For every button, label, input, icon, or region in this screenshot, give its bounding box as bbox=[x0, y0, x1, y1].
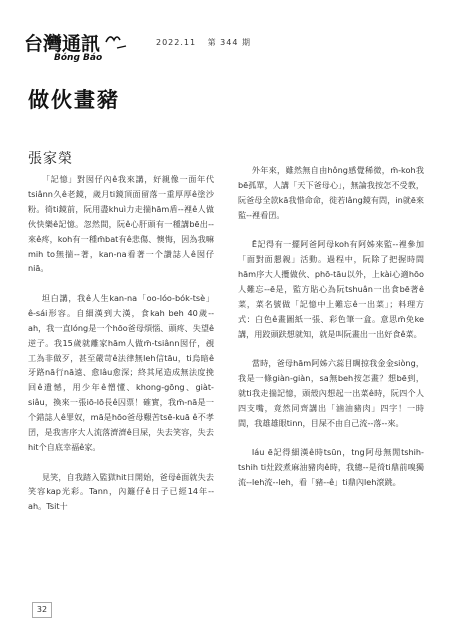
paragraph: Iáu ē記得細漢ê時tsūn，tng阿母無閒tshih-tshih ti灶跤煮麻油豬肉ê時，我總--是徛ti鼎前嗅獨流--leh流--leh，看「豬--ê」ti鼎內leh滾跳。 bbox=[238, 447, 424, 488]
article-column-right bbox=[238, 163, 424, 505]
issue-info bbox=[156, 37, 251, 48]
logo-mark bbox=[24, 28, 134, 62]
paragraph: Ē記得有一擺阿爸阿母koh有阿姊來監--裡參加「面對面懇親」活動。過程中，阮除了把握時間hām序大人攬做伙、phō-tāu以外，上kài心適hōo人難忘--ē是，監方貼心為阮tshuân一出食bē著ê菜，菜名號做「記憶中上難忘ê一出菜」；料理方式：白色ê畫圖紙一張、彩色筆一盒。意思m̄免ke講，用跤頭趺想就知，就是叫阮畫出一出好食ê菜。 bbox=[238, 239, 424, 339]
logo-text: 台灣通訊 bbox=[24, 33, 101, 55]
article-column-left bbox=[28, 172, 214, 529]
paragraph: 坦白講，我ê人生kan-na「oo-lóo-bók-tsè」ê-sái形容。自細漢到大漢，食kah beh 40歲--ah，我一直lóng是一个hōo爸母煩惱、頭疼、失望ê逆子。我15歲就離家hām人做m̄-tsiânn囡仔，覕工為非做歹，甚至嚴苛ê法律無leh信tāu，ti烏暗ê牙路nā行nā遠、愈lâu愈深；終其尾造成無法度挽回ê遺憾，用少年ê憎懂、khong-gōng、giàt-siâu，換來一張iō-lō長ê囚票！確實，我m̄-nā是一个錯誌人ê罪奴，mā是hōo爸母艱苦tsē-kuā ê不孝囝，是我害序大人流落濟濟ê目屎，失去笑容，失去hit个自底幸福ê家。 bbox=[28, 292, 214, 452]
article-author: 張家榮 bbox=[28, 151, 73, 167]
paragraph: 外年來，雖然無自由hông感覺稀微，m̄-koh我bē孤單，人講「天下爸母心」，無論我按怎不受教，阮爸母全款kā我惜命命，徙若lâng鏡有問，in就ē來監--裡看囝。 bbox=[238, 165, 424, 220]
magazine-logo bbox=[24, 28, 134, 62]
issue-date: 2022.11 bbox=[156, 38, 197, 47]
bird-icon bbox=[106, 37, 120, 42]
twig-icon bbox=[117, 46, 126, 48]
paragraph: 「記憶」對囡仔內ê我來講，好親像一面年代tsiânn久ê老鏡，歲月ti鏡頂面留落一重厚厚ê塗沙粉。徛ti鏡前，阮用盡khuì力走揣hām盾--裡ê人做伙快樂ê記憶。忽然間，阮ê心肝頭有一種講bē出--來ê疼，koh有一種m̄bat有ê悲傷、懊悔，因為我嘛mih to無揣--著，kan-na看著一个讚誌人ê囡仔niā。 bbox=[28, 174, 214, 274]
article-title: 做伙畫豬 bbox=[28, 88, 120, 112]
paragraph: 見笑，自我踏入監獄hit日開始，爸母ê面就失去笑容kap光彩。Tann，內籬仔ê日子已經14年--ah。Tsit十 bbox=[28, 471, 214, 512]
paragraph: 當時，爸母hām阿姊六蕊目睭掠我金金siòng，我是一條giàn-giàn，sa無beh按怎畫？想bē到，就ti我走揣記憶，頭殼內想起一出菜ê時，阮四个人四支嘴，竟然同齊講出「滷油豬肉」四字！一時間，我雄雄眼tinn，目屎不由自己流--落--來。 bbox=[238, 358, 424, 428]
issue-number: 第 344 期 bbox=[207, 38, 251, 47]
page-number: 32 bbox=[32, 602, 52, 618]
logo-roman: Bóng Báo bbox=[54, 53, 103, 62]
